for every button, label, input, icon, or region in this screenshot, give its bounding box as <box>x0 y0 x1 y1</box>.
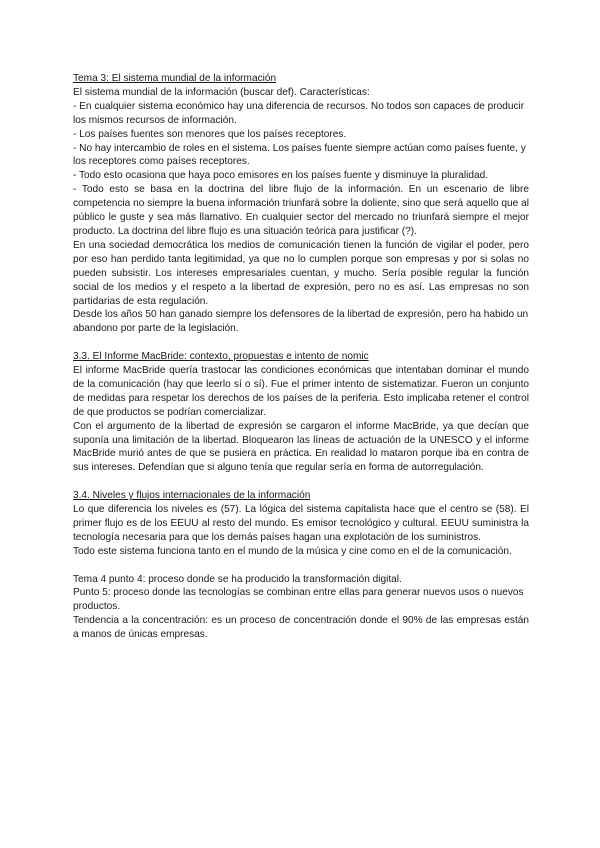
paragraph: Todo este sistema funciona tanto en el mundo de la música y cine como en el de la comunicación. <box>73 545 512 557</box>
paragraph: En una sociedad democrática los medios de comunicación tienen la función de vigilar el poder, pero por eso han perdido tanta legitimidad, ya que no lo cumplen porque son empresas y por si solas no pueden subsistir. Los intereses empresariales cuentan, y mucho. Sería posible regular la función social de los medios y el respeto a la libertad de expresión, pero no es así. Las empresas no son partidarias de esta regulación. <box>73 239 529 307</box>
paragraph: Tema 4 punto 4: proceso donde se ha producido la transformación digital. <box>73 573 402 585</box>
paragraph: Desde los años 50 han ganado siempre los defensores de la libertad de expresión, pero ha habido un abandono por parte de la legislación. <box>73 309 529 335</box>
paragraph: Tendencia a la concentración: es un proceso de concentración donde el 90% de las empresas están a manos de únicas empresas. <box>73 615 529 641</box>
paragraph-gap <box>73 336 529 350</box>
section-informe-macbride <box>73 350 529 475</box>
bullet-paragraph: - Todo esto se basa en la doctrina del libre flujo de la información. En un escenario de libre competencia no siempre la buena información triunfará sobre la doliente, sino que será aquello que al público le guste y sea más llamativo. En cualquier sector del mercado no triunfará siempre el mejor producto. La doctrina del libre flujo es una situación teórica para justificar (?). <box>73 184 529 237</box>
bullet-paragraph: - Todo esto ocasiona que haya poco emisores en los países fuente y disminuye la pluralidad. <box>73 170 489 182</box>
paragraph: Con el argumento de la libertad de expresión se cargaron el informe MacBride, ya que decían que suponía una limitación de la libertad. Bloquearon las líneas de actuación de la UNESCO y el informe MacBride murió antes de que se pusiera en práctica. En realidad lo mataron porque iba en contra de sus intereses. Defendían que si alguno tenía que regular sería en forma de autorregulación. <box>73 420 529 474</box>
paragraph: Punto 5: proceso donde las tecnologías se combinan entre ellas para generar nuevos usos o nuevos productos. <box>73 587 524 613</box>
section-niveles-flujos <box>73 489 529 559</box>
section-heading: Tema 3: El sistema mundial de la información <box>73 73 277 84</box>
section-heading: 3.3. El Informe MacBride: contexto, propuestas e intento de nomic <box>73 351 369 363</box>
bullet-paragraph: - Los países fuentes son menores que los países receptores. <box>73 128 347 140</box>
bullet-paragraph: - No hay intercambio de roles en el sistema. Los países fuente siempre actúan como países fuente, y los receptores como países receptores. <box>73 142 526 168</box>
section-tema-4-notes <box>73 573 529 643</box>
section-tema-3 <box>73 72 529 336</box>
paragraph-gap <box>73 475 529 489</box>
bullet-paragraph: - En cualquier sistema económico hay una diferencia de recursos. No todos son capaces de producir los mismos recursos de información. <box>73 100 525 126</box>
section-heading: 3.4. Niveles y flujos internacionales de la información <box>73 490 311 502</box>
paragraph: Lo que diferencia los niveles es (57). La lógica del sistema capitalista hace que el centro se (58). El primer flujo es de los EEUU al resto del mundo. Es emisor tecnológico y cultural. EEUU suministra la tecnología necesaria para que los demás países hagan una explotación de los suministros. <box>73 504 529 543</box>
paragraph: El sistema mundial de la información (buscar def). Características: <box>73 86 370 98</box>
paragraph-gap <box>73 559 529 573</box>
paragraph: El informe MacBride quería trastocar las condiciones económicas que intentaban dominar el mundo de la comunicación (hay que leerlo sí o sí). Fue el primer intento de sistematizar. Fueron un conjunto de medidas para respetar los derechos de los países de la periferia. Esto implicaba retener el control de que productos se podrían comercializar. <box>73 365 529 418</box>
